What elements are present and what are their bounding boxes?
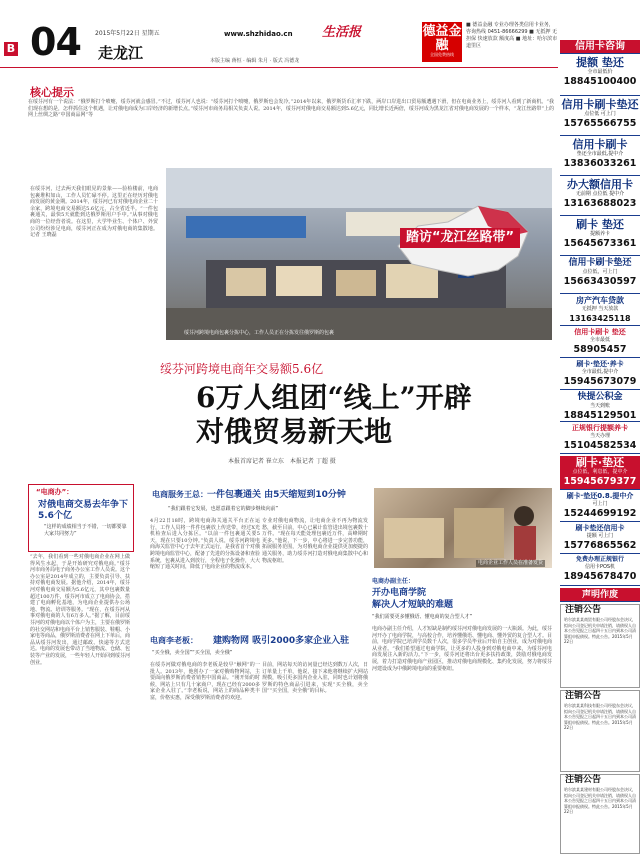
notice-body: 哈尔滨某某商贸有限公司经股东会决议，拟向公司登记机关申请注销，请债权人自本公告见报之日起四十五日内到本公司清算组申报债权。特此公告。2015年5月22日 <box>564 617 636 645</box>
ad-subtitle: 当天办理 <box>589 433 610 439</box>
section3-headline-2: 解决人才短缺的难题 <box>372 600 454 610</box>
notice-title: 注销公告 <box>565 691 602 701</box>
sidebar-quote: “这样的成绩相当于不错，一切都要靠大家共同努力” <box>44 524 127 537</box>
ad-title: 刷卡 垫还 <box>576 218 624 231</box>
editors-credit: 本版主编 蒋恒 · 编辑 朱月 · 版式 冯德龙 <box>210 58 300 64</box>
ad-subtitle: 提额 可上门 <box>586 533 614 539</box>
ad-phone: 15244699192 <box>563 508 637 519</box>
issue-date: 2015年5月22日 星期五 <box>95 30 160 37</box>
ad-phone: 15663430597 <box>563 276 637 287</box>
sidebar-headline: 对俄电商交易去年争下5.6个亿 <box>38 500 129 521</box>
header-ad <box>422 22 558 66</box>
ad-phone: 15765566755 <box>563 118 637 129</box>
ad-title: 信用卡刷卡垫还 <box>561 98 639 111</box>
key-tip-box <box>28 99 554 151</box>
headline-line-1: 6万人组团“线上”开辟 <box>196 381 472 414</box>
ad-block[interactable] <box>560 138 640 176</box>
ad-subtitle: 可上门 <box>592 501 608 507</box>
section2-quote: “买全俄，卖全国”“买全国，卖全俄” <box>152 650 233 656</box>
section2-headline: 建购物网 吸引2000多家企业入驻 <box>213 636 350 646</box>
page-letter: B <box>4 42 18 56</box>
ad-title: 刷卡垫还信用卡 <box>575 524 625 532</box>
ad-block[interactable] <box>560 556 640 586</box>
ad-phone: 18945678470 <box>563 571 637 582</box>
ad-block[interactable] <box>560 218 640 256</box>
ad-title: 正规银行提额养卡 <box>572 424 628 432</box>
ad-subtitle: 点位低 可上门 <box>584 111 616 117</box>
notice-block <box>560 604 640 688</box>
notice-body: 哈尔滨某某科技有限公司经股东会决议，拟向公司登记机关申请注销，请债权人自本公告见报之日起四十五日内到本公司清算组申报债权。特此公告。2015年5月22日 <box>564 703 636 731</box>
ad-phone: 18845100400 <box>563 76 637 87</box>
ad-block[interactable] <box>560 98 640 136</box>
ad-block[interactable] <box>560 296 640 326</box>
ad-title: 快提公积金 <box>577 392 623 402</box>
section3-quote: “我们需要更多懂俄语、懂电商的复合型人才” <box>372 614 473 620</box>
ad-subtitle: 无前期 点位低 提中介 <box>575 191 625 197</box>
ad-phone: 13163688023 <box>563 198 637 209</box>
ad-phone: 58905457 <box>573 344 627 355</box>
section3-headline-1: 开办电商学院 <box>372 588 427 598</box>
ad-subtitle: 点位低，利息低，提中介 <box>572 469 628 475</box>
ad-subtitle: 垫还全市最低,提中介 <box>576 151 624 157</box>
ad-phone: 15645673361 <box>563 238 637 249</box>
ad-block[interactable] <box>560 524 640 554</box>
notice-title: 注销公告 <box>565 775 602 785</box>
byline: 本报首席记者 崔立东 本报记者 丁超 摄 <box>228 458 336 465</box>
key-tip-text: 在绥芬河有一个说法：“俄罗斯打个喷嚏，绥芬河就会感冒。”不过，绥芬河人也说：“绥芬河打个喷嚏，俄罗斯也会发冷。”2014年以来，俄罗斯货币汇率下跌，两岸口岸进出口贸易额遭遇下滑，但在电商业务上，绥芬河人看到了新商机。“我们现在想的是，怎样抓住这个机遇，让对俄电商成为口岸经济的新增长点。”绥芬河市商务局相关负责人说。2014年，绥芬河对俄电商交易额达到5.6亿元，同比增长近两倍，绥芬河成为黑龙江省对俄电商发展的一个样本，“龙江丝路带”上的网上丝绸之路“中国商品网”等 <box>28 99 554 119</box>
section1-quote: “我们跟着它发展，也愿意跟着它的脚步继续向前” <box>168 506 279 512</box>
ad-subtitle: 全市最低,提中介 <box>581 369 619 375</box>
ad-title: 刷卡·垫还·养卡 <box>576 360 624 368</box>
ad-phone: 15945679377 <box>563 476 637 487</box>
ad-block[interactable] <box>560 258 640 294</box>
ad-logo: 德益金融 <box>422 22 462 62</box>
header-rule <box>0 67 558 68</box>
intro-text: 在绥芬河，过去两天我们眼见的景象——验检楼前，电商包裹堆积如山，工作人员忙碌不停。这里正在经历对俄电商发展的黄金期。2014年，绥芬河已有对俄电商企业二十余家，跨境电商交易额达5.6亿元，占全省近半。“一件包裹通关，最快5天就能到达俄罗斯用户手中。”从事对俄电商的一位经营者说。在这里，大学毕业生、个体户、外贸公司纷纷涉足电商，绥芬河正在成为对俄电商的集散地。记者 王晓磊 <box>30 186 158 239</box>
ad-subtitle: 点位低，可上门 <box>582 269 618 275</box>
secondary-photo-illustration <box>374 488 552 568</box>
ad-subtitle: 全市最低价 <box>587 69 613 75</box>
secondary-photo <box>374 488 552 568</box>
ad-block[interactable] <box>560 360 640 390</box>
ad-phone: 13836033261 <box>563 158 637 169</box>
statement-header: 声明作废 <box>560 588 640 602</box>
section1-headline: 一件包裹通关 由5天缩短到10分钟 <box>207 490 346 500</box>
notice-block <box>560 774 640 854</box>
section-title: 走龙江 <box>98 44 144 62</box>
ad-title: 办大额信用卡 <box>567 178 633 191</box>
section2-column-d: 目前，网站每天的访问量已经达到数万人次，日订单量上千单，他说，接下来他将继续扩大网站规模，吸引更多国内企业入驻，同时也计划将俄罗斯的特色商品引进来，实现“买全俄，卖全国”“买全国，卖全俄”的目标。 <box>262 662 368 695</box>
headline-kicker: 绥芬河跨境电商年交易额5.6亿 <box>160 362 324 376</box>
section2-column-c: 在绥芬河做对俄电商的李老板是较早“触网”的一批人。2013年，他创办了一家对俄购物网站，主要面向俄罗斯消费者销售中国商品。“刚开始的时候，网站上只有几十家商户，现在已经有2000多家企业入驻了。”李老板说，网站上的商品种类丰富，价格实惠，深受俄罗斯消费者的欢迎。 <box>150 662 260 701</box>
ad-title: 刷卡·垫还 <box>575 456 625 469</box>
ad-block[interactable] <box>560 178 640 216</box>
ad-block[interactable] <box>560 392 640 422</box>
ad-text: ■ 德益金融 专业办理各类信用卡业务，咨询热线 0451-86666299 ■ 无抵押 无担保 快速放款 额度高 ■ 地址：哈尔滨市道里区 <box>466 22 558 49</box>
section3-text: 电商办副主任介绍，人才短缺是制约绥芬河对俄电商发展的一大瓶颈。为此，绥芬河开办了电商学院，与高校合作，培养懂俄语、懂电商、懂外贸的复合型人才。目前，电商学院已培训学员数千人次，很多学员毕业后开始自主创业，成为对俄电商从业者。“我们希望通过电商学院，让更多的人投身到对俄电商中来，为绥芬河电商发展注入新的活力。”下一步，绥芬河还将出台更多扶持政策，鼓励对俄电商发展，着力打造对俄电商产业园区，推动对俄电商规模化、集约化发展，努力将绥芬河建设成为中俄跨境电商的重要枢纽。 <box>372 626 553 672</box>
ad-logo-sub: 全国免费热线 <box>430 52 454 57</box>
section1-column-a: 4月22日18时，跨境电商海关通关平台正在运行，工作人员将一件件包裹放上传送带，经过X光机检查后进入分拣区。“以前一件包裹通关要5天，现在只要10分钟。”负责人说，绥芬河跨境电商海关监管中心于去年正式运行，是我省首个对俄跨境电商监管中心，配备了先进的分拣设备和查验系统，包裹从进入到放行，全程电子化操作，大大缩短了通关时间，降低了电商企业的物流成本。 <box>150 518 261 571</box>
main-photo <box>166 168 552 340</box>
ad-subtitle: 无抵押 当天放款 <box>581 306 619 312</box>
ad-subtitle: 信用卡POS机 <box>584 564 616 570</box>
ad-title: 信用卡刷卡垫还 <box>568 258 632 268</box>
ad-title: 提额 垫还 <box>576 56 624 69</box>
ad-phone: 13163425118 <box>569 314 631 323</box>
ad-title: 信用卡刷卡 <box>572 138 628 151</box>
section2-tag: 电商李老板： <box>150 636 198 645</box>
ad-phone: 18845129501 <box>563 410 637 421</box>
ad-block[interactable] <box>560 492 640 522</box>
notice-body: 哈尔滨某某建材有限公司经股东会决议，拟向公司登记机关申请注销，请债权人自本公告见报之日起四十五日内到本公司清算组申报债权。特此公告。2015年5月22日 <box>564 787 636 815</box>
ad-block[interactable] <box>560 456 640 490</box>
site-url[interactable]: www.shzhidao.cn <box>224 30 293 38</box>
photo-caption: 绥芬河跨境电商包裹分拣中心，工作人员正在分拣发往俄罗斯的包裹 <box>184 330 335 336</box>
classified-ads <box>560 26 640 857</box>
ad-phone: 15104582534 <box>563 440 637 451</box>
ad-title: 信用卡刷卡 垫还 <box>574 328 626 336</box>
ads-header: 信用卡咨询 <box>560 40 640 54</box>
visit-tag: 踏访“龙江丝路带” <box>400 228 520 248</box>
sidebar-tag: “电商办”： <box>36 488 74 496</box>
ad-block[interactable] <box>560 424 640 454</box>
ad-phone: 15945673079 <box>563 376 637 387</box>
key-tip-label: 核心提示 <box>30 86 74 99</box>
ad-subtitle: 提额养卡 <box>589 231 610 237</box>
section1-tag: 电商服务王总： <box>152 490 208 499</box>
masthead-logo: 生活报 <box>322 25 362 40</box>
ad-block[interactable] <box>560 328 640 358</box>
ad-title: 刷卡·垫还0.8.提中介 <box>566 492 634 500</box>
ad-phone: 15776865562 <box>563 540 637 551</box>
ad-subtitle: 当天到账 <box>589 403 610 409</box>
section1-column-b: 专业对俄电商物流，让电商企业不再为物流发愁，截至目前，中心已累计监管进出境包裹数十万件。“现在每天能处理包裹近万件，高峰期时更多。”他说，下一步，中心将进一步完善功能，拓展服务范围，为对俄电商企业提供更加便捷的通关服务，助力绥芬河打造对俄电商集散中心和物流枢纽。 <box>262 518 368 564</box>
headline-line-2: 对俄贸易新天地 <box>196 415 393 448</box>
secondary-photo-caption: 电商企业工作人员在准备发货 <box>478 560 544 566</box>
ad-title: 免费办理正规银行 <box>575 556 624 563</box>
notice-title: 注销公告 <box>565 605 602 615</box>
ad-block[interactable] <box>560 56 640 96</box>
ad-title: 房产汽车贷款 <box>576 296 624 305</box>
page-header <box>0 0 558 68</box>
page-number: 04 <box>30 20 81 64</box>
ad-subtitle: 全市最低 <box>589 337 610 343</box>
notice-block <box>560 690 640 772</box>
sidebar-text: “去年，我们看到一些对俄电商企业在网上做得风生水起，于是开始研究对俄电商。”绥芬河市商务局电子商务办公室工作人员说。这个办公室是2014年成立的，主要负责引导、扶持对俄电商发展。据他介绍，2014年，绥芬河对俄电商交易额为5.6亿元，其中包裹数量超过100万件，绥芬河市成立了电商协会，搭建了电商孵化基地，为电商企业提供办公场地、物流、培训等服务。“现在，在绥芬河从事对俄电商的人有6万多人。”据了解，目前绥芬河的对俄电商以个体户为主，主要在俄罗斯的社交网站和电商平台上销售服装、鞋帽、小家电等商品，俄罗斯消费者在网上下单后，商品从绥芬河发出，通过邮政、快递等方式送达。电商的发展也带动了当地物流、仓储、包装等产业的发展，一些年轻人开始回到绥芬河创业。 <box>30 554 131 666</box>
section3-tag: 电商办副主任： <box>372 578 415 585</box>
